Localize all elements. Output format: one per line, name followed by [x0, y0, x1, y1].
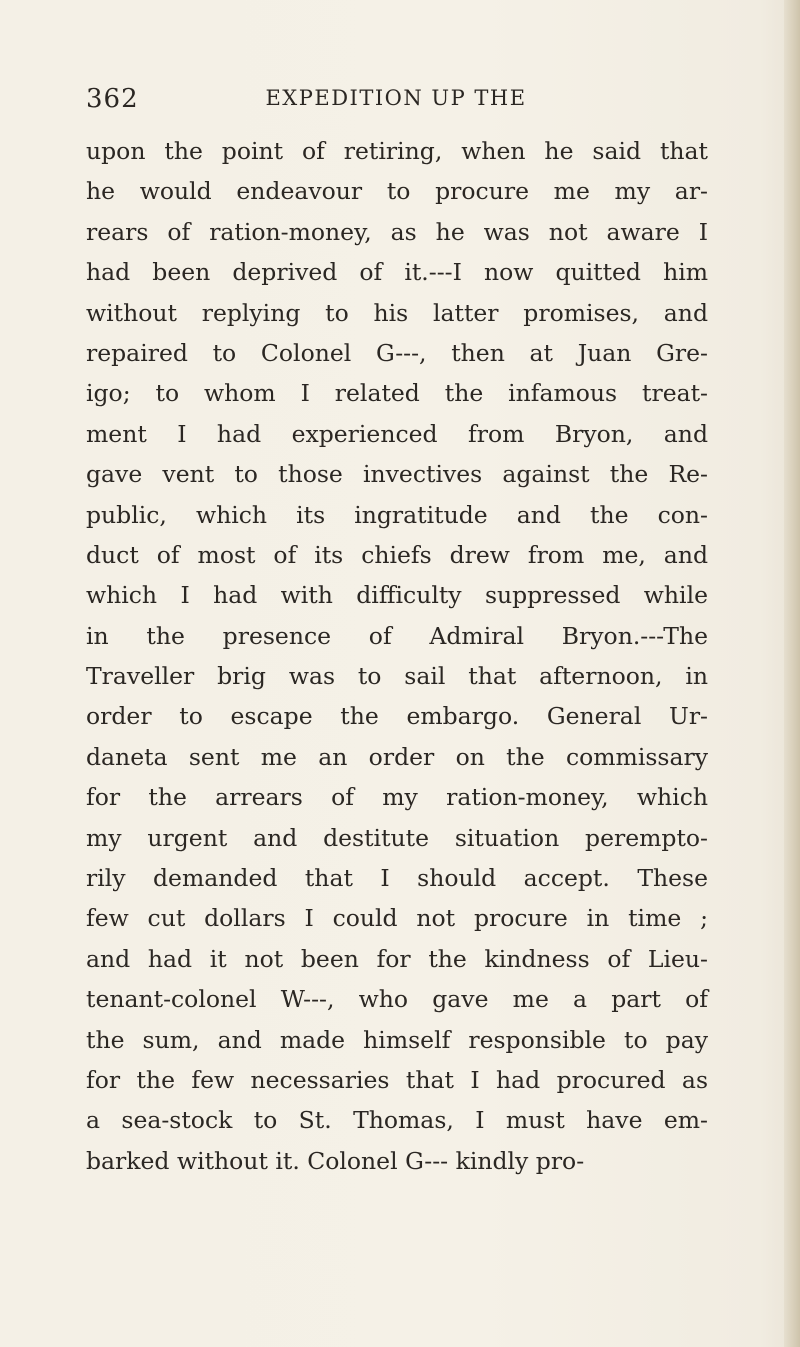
text-line: my urgent and destitute situation perempto- — [86, 823, 708, 852]
text-line: Traveller brig was to sail that afternoon, in — [86, 662, 708, 691]
text-line: for the few necessaries that I had procured as — [86, 1065, 708, 1094]
text-line: gave vent to those invectives against the Re- — [86, 460, 708, 489]
text-line: a sea-stock to St. Thomas, I must have em- — [86, 1106, 708, 1135]
text-line: and had it not been for the kindness of Lieu- — [86, 944, 708, 973]
text-line: duct of most of its chiefs drew from me, and — [86, 540, 708, 569]
text-line: without replying to his latter promises, and — [86, 298, 708, 327]
text-line: had been deprived of it.---I now quitted him — [86, 258, 708, 287]
text-line: few cut dollars I could not procure in time ; — [86, 904, 708, 933]
text-line: barked without it. Colonel G--- kindly pro- — [86, 1146, 585, 1175]
text-line: upon the point of retiring, when he said that — [86, 137, 708, 165]
text-line: tenant-colonel W---, who gave me a part of — [86, 985, 708, 1014]
text-line: igo; to whom I related the infamous treat- — [86, 379, 708, 408]
text-line: which I had with difficulty suppressed while — [86, 581, 708, 610]
running-head: EXPEDITION UP THE — [265, 86, 527, 110]
page-edge — [784, 0, 800, 1347]
text-line: repaired to Colonel G---, then at Juan Gre- — [86, 338, 708, 367]
text-line: he would endeavour to procure me my ar- — [86, 177, 708, 206]
text-line: rears of ration-money, as he was not aware I — [86, 217, 708, 246]
text-line: order to escape the embargo. General Ur- — [86, 702, 708, 731]
page-header — [86, 84, 706, 124]
text-line: rily demanded that I should accept. These — [86, 864, 708, 893]
text-line: for the arrears of my ration-money, which — [86, 783, 708, 812]
page-number: 362 — [86, 84, 139, 114]
text-line: in the presence of Admiral Bryon.---The — [86, 621, 708, 650]
text-line: daneta sent me an order on the commissary — [86, 742, 708, 771]
body-text — [86, 131, 708, 1181]
text-line: the sum, and made himself responsible to pay — [86, 1025, 708, 1054]
text-line: ment I had experienced from Bryon, and — [86, 419, 708, 448]
text-line: public, which its ingratitude and the con- — [86, 500, 708, 529]
